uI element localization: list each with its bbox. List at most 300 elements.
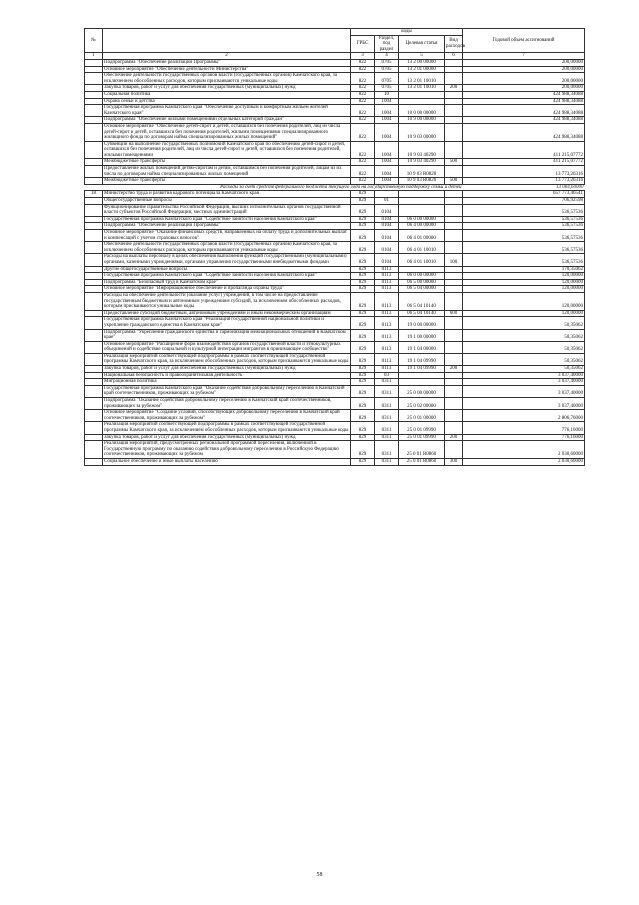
row-amount: 200,00000 xyxy=(463,66,585,73)
row-target-article xyxy=(399,198,445,205)
table-row xyxy=(85,166,585,178)
row-number xyxy=(85,310,103,317)
row-expense-type xyxy=(445,166,463,178)
row-name: Реализация мероприятий соответствующей подпрограммы в рамках соответствующей государственной программы Камчатского края, за исключением обособленных расходов, которым присваиваются уникальные коды xyxy=(104,422,349,433)
row-amount: 50,35062 xyxy=(463,353,585,365)
row-grbs: 829 xyxy=(351,434,375,441)
row-razdel: 0705 xyxy=(375,85,399,92)
note-amount: 13 084,60000 xyxy=(556,184,584,190)
row-expense-type xyxy=(445,191,463,198)
row-name: Основное мероприятие "Оказание финансовых средств, направленных на оплату труда и дополнительных выплат и компенсаций с учетом страховых взносов" xyxy=(103,230,351,242)
row-razdel: 0113 xyxy=(375,266,399,273)
row-expense-type xyxy=(445,286,463,293)
row-target-article: 25 0 01 09990 xyxy=(399,434,445,441)
row-name: Основное мероприятие "Информационное обеспечение и пропаганда охраны труда" xyxy=(103,286,351,293)
row-amount: 3 037,40000 xyxy=(463,372,585,379)
row-target-article: 19 1 04 00000 xyxy=(399,341,445,353)
row-expense-type xyxy=(445,398,463,410)
row-razdel: 0311 xyxy=(375,422,399,434)
row-amount: 50,35062 xyxy=(463,317,585,329)
note-row xyxy=(85,184,585,191)
row-number xyxy=(85,372,103,379)
table-row xyxy=(85,85,585,92)
row-target-article: 06 5 04 10140 xyxy=(399,310,445,317)
row-amount: 50,35062 xyxy=(463,366,585,373)
row-number xyxy=(85,254,103,266)
row-name: Предоставление жилых помещений детям-сиротам и детям, оставшимся без попечения родителей, лицам из их числа по договорам найма специализированных жилых помещений xyxy=(103,166,351,178)
row-name: Обеспечение деятельности государственных органов власти (государственных органов) Камчатского края, за исключением обособленных расходов, которым присваиваются уникальные коды xyxy=(103,73,351,85)
table-row xyxy=(85,123,585,141)
table-row xyxy=(85,279,585,286)
row-expense-type xyxy=(445,292,463,310)
row-number xyxy=(85,286,103,293)
table-row xyxy=(85,230,585,242)
row-expense-type xyxy=(445,242,463,254)
row-name: Основное мероприятие "Обеспечение деятельности Министерства" xyxy=(103,66,351,73)
table-row xyxy=(85,91,585,98)
row-amount: 657 773,46541 xyxy=(463,191,585,198)
row-grbs: 829 xyxy=(351,379,375,386)
row-number xyxy=(85,292,103,310)
table-row xyxy=(85,59,585,66)
row-amount: 776,16000 xyxy=(463,422,585,434)
table-row xyxy=(85,385,585,397)
row-target-article: 13 2 01 10010 xyxy=(399,73,445,85)
row-amount: 536,57536 xyxy=(463,204,585,216)
row-amount: 424 988,34088 xyxy=(463,105,585,117)
row-target-article: 06 0 00 00000 xyxy=(399,273,445,280)
row-grbs: 829 xyxy=(351,385,375,397)
row-amount: 411 215,07772 xyxy=(463,159,585,166)
row-name: Социальное обеспечение и иные выплаты населению xyxy=(103,458,351,465)
row-razdel: 0113 xyxy=(375,286,399,293)
page-number: 58 xyxy=(316,872,323,878)
table-row xyxy=(85,434,585,441)
row-number xyxy=(85,85,103,92)
row-grbs: 829 xyxy=(351,329,375,341)
row-name: Подпрограмма "Укрепление гражданского единства и гармонизация межнациональных отношений в Камчатском крае" xyxy=(103,329,351,341)
row-grbs: 829 xyxy=(351,398,375,410)
row-razdel: 0104 xyxy=(375,216,399,223)
row-target-article: 10 9 03 40290 xyxy=(399,141,445,159)
row-number xyxy=(85,441,103,459)
row-expense-type: 200 xyxy=(445,366,463,373)
row-expense-type xyxy=(445,353,463,365)
header-cs: Целевая статья xyxy=(399,35,445,53)
table-row xyxy=(85,266,585,273)
index-cell: 3 xyxy=(351,53,375,60)
row-target-article: 10 9 03 R0820 xyxy=(399,178,445,185)
row-amount: 120,00000 xyxy=(463,292,585,310)
row-target-article: 25 0 01 R0860 xyxy=(399,458,445,465)
row-grbs: 829 xyxy=(351,458,375,465)
row-expense-type xyxy=(445,372,463,379)
table-row xyxy=(85,178,585,185)
row-razdel: 0311 xyxy=(375,379,399,386)
row-name: Основное мероприятие "Обеспечение детей-сирот и детей, оставшихся без попечения родителей, лиц из числа детей-сирот и детей, оставшихся без попечения родителей, жилыми помещениями специализированного жилищного фонда по договорам найма специализированных жилых помещений" xyxy=(103,123,351,141)
table-row xyxy=(85,441,585,459)
row-target-article: 10 9 03 40290 xyxy=(399,159,445,166)
row-expense-type xyxy=(445,341,463,353)
row-grbs: 829 xyxy=(351,204,375,216)
row-expense-type xyxy=(445,73,463,85)
table-row xyxy=(85,105,585,117)
row-razdel: 0104 xyxy=(375,223,399,230)
row-number xyxy=(85,385,103,397)
header-razdel: Раздел, под раздел xyxy=(375,35,399,53)
table-row xyxy=(85,216,585,223)
row-number xyxy=(85,223,103,230)
table-row xyxy=(85,204,585,216)
row-target-article: 25 0 01 R0860 xyxy=(399,441,445,459)
table-row xyxy=(85,410,585,422)
index-cell: 5 xyxy=(399,53,445,60)
row-expense-type xyxy=(445,441,463,459)
row-target-article: 06 4 01 10010 xyxy=(399,242,445,254)
row-grbs: 822 xyxy=(351,178,375,185)
row-amount: 120,00000 xyxy=(463,279,585,286)
budget-table xyxy=(84,28,585,466)
row-razdel: 10 xyxy=(375,91,399,98)
row-expense-type xyxy=(445,273,463,280)
row-razdel: 0113 xyxy=(375,353,399,365)
row-grbs: 829 xyxy=(351,372,375,379)
row-target-article xyxy=(399,379,445,386)
row-amount: 2 806,76000 xyxy=(463,410,585,422)
row-target-article: 25 0 02 00000 xyxy=(399,398,445,410)
row-amount: 170,35062 xyxy=(463,266,585,273)
row-target-article: 10 9 03 00000 xyxy=(399,123,445,141)
row-name: Основное мероприятие "Расширение форм взаимодействия органов государственной власти и этнокультурных объединений и содействие социальной и культурной интеграции мигрантов в принимающее сообщество" xyxy=(103,341,351,353)
row-grbs: 829 xyxy=(351,441,375,459)
row-razdel: 0113 xyxy=(375,317,399,329)
row-expense-type xyxy=(445,59,463,66)
row-grbs: 822 xyxy=(351,91,375,98)
header-vr: Вид расходов xyxy=(445,35,463,53)
table-row xyxy=(85,191,585,198)
table-row xyxy=(85,73,585,85)
row-expense-type: 300 xyxy=(445,458,463,465)
row-grbs: 822 xyxy=(351,117,375,124)
row-number xyxy=(85,353,103,365)
row-razdel: 0113 xyxy=(375,341,399,353)
table-row xyxy=(85,66,585,73)
row-grbs: 829 xyxy=(351,273,375,280)
row-number xyxy=(85,59,103,66)
row-target-article xyxy=(399,204,445,216)
row-number xyxy=(85,73,103,85)
header-name xyxy=(103,29,351,53)
row-name: Охрана семьи и детства xyxy=(103,98,351,105)
row-razdel: 0113 xyxy=(375,273,399,280)
row-grbs: 822 xyxy=(351,59,375,66)
row-expense-type: 500 xyxy=(445,159,463,166)
row-grbs: 829 xyxy=(351,198,375,205)
row-number xyxy=(85,458,103,465)
row-expense-type xyxy=(445,204,463,216)
row-expense-type xyxy=(445,105,463,117)
table-row xyxy=(85,292,585,310)
row-amount: 424 988,34088 xyxy=(463,123,585,141)
row-grbs: 829 xyxy=(351,254,375,266)
row-target-article: 06 4 01 00000 xyxy=(399,230,445,242)
row-razdel: 1004 xyxy=(375,141,399,159)
row-grbs: 822 xyxy=(351,141,375,159)
row-name: Закупка товаров, работ и услуг для обеспечения государственных (муниципальных) нужд xyxy=(103,434,351,441)
table-row xyxy=(85,159,585,166)
row-name: Реализация мероприятий соответствующей подпрограммы в рамках соответствующей государственной программы Камчатского края, за исключением обособленных расходов, которым присваиваются уникальные коды xyxy=(104,353,349,365)
row-expense-type: 200 xyxy=(445,85,463,92)
row-razdel: 0311 xyxy=(375,385,399,397)
row-target-article: 25 0 01 09990 xyxy=(399,422,445,434)
row-name: Реализация мероприятий, предусмотренных региональной программой переселения, включенной в Государственную программу по оказанию содействия добровольному переселению в Российскую Федерацию соотечественников, проживающих за рубежом xyxy=(103,441,351,459)
row-amount: 706,92598 xyxy=(463,198,585,205)
row-grbs: 829 xyxy=(351,317,375,329)
row-amount: 13 773,26316 xyxy=(463,178,585,185)
row-razdel: 0113 xyxy=(375,279,399,286)
row-amount: 536,57536 xyxy=(463,223,585,230)
row-grbs: 829 xyxy=(351,242,375,254)
row-name: Основное мероприятие "Создание условий, способствующих добровольному переселению в Камчатский край соотечественников, проживающих за рубежом" xyxy=(103,410,351,422)
row-amount: 3 037,40000 xyxy=(463,385,585,397)
row-razdel xyxy=(375,191,399,198)
row-grbs: 822 xyxy=(351,98,375,105)
row-grbs: 829 xyxy=(351,310,375,317)
row-name: Подпрограмма "Оказание содействия добровольному переселению в Камчатский край соотечественников, проживающих за рубежом" xyxy=(103,398,351,410)
table-row xyxy=(85,353,585,365)
row-amount: 424 988,34088 xyxy=(463,98,585,105)
row-expense-type xyxy=(445,329,463,341)
row-razdel: 0104 xyxy=(375,204,399,216)
row-amount: 200,00000 xyxy=(463,85,585,92)
row-razdel: 0311 xyxy=(375,458,399,465)
index-cell: 2 xyxy=(103,53,351,60)
row-name: Государственная программа Камчатского края "Оказание содействия добровольному переселению в Камчатский край соотечественников, проживающих за рубежом" xyxy=(103,385,351,397)
row-grbs: 829 xyxy=(351,422,375,434)
row-number xyxy=(85,166,103,178)
row-amount: 2 030,60000 xyxy=(463,458,585,465)
table-row xyxy=(85,317,585,329)
row-expense-type xyxy=(445,198,463,205)
row-number xyxy=(85,141,103,159)
row-number xyxy=(85,216,103,223)
row-expense-type xyxy=(445,410,463,422)
row-number xyxy=(85,204,103,216)
row-name: Предоставление субсидий бюджетным, автономным учреждениям и иным некоммерческим организациям xyxy=(103,310,351,317)
row-razdel: 1004 xyxy=(375,117,399,124)
row-razdel: 0311 xyxy=(375,434,399,441)
row-amount: 200,00000 xyxy=(463,59,585,66)
row-target-article: 13 2 01 10010 xyxy=(399,85,445,92)
row-number xyxy=(85,379,103,386)
row-expense-type xyxy=(445,141,463,159)
index-cell: 7 xyxy=(463,53,585,60)
row-razdel: 0113 xyxy=(375,310,399,317)
row-grbs: 822 xyxy=(351,66,375,73)
row-name: Социальная политика xyxy=(103,91,351,98)
row-target-article: 06 5 04 10140 xyxy=(399,292,445,310)
row-name: Государственная программа Камчатского края "Содействие занятости населения Камчатского края" xyxy=(103,216,351,223)
row-name: Другие общегосударственные вопросы xyxy=(103,266,351,273)
row-expense-type xyxy=(445,317,463,329)
row-grbs: 822 xyxy=(351,123,375,141)
row-number xyxy=(85,198,103,205)
table-body xyxy=(85,59,585,465)
row-number xyxy=(85,117,103,124)
row-number xyxy=(85,279,103,286)
table-row xyxy=(85,341,585,353)
row-expense-type xyxy=(445,123,463,141)
row-grbs: 822 xyxy=(351,166,375,178)
row-amount: 411 215,07772 xyxy=(463,141,585,159)
table-row xyxy=(85,223,585,230)
row-target-article: 10 9 03 R0820 xyxy=(399,166,445,178)
row-grbs: 829 xyxy=(351,286,375,293)
row-number xyxy=(85,242,103,254)
row-target-article: 06 5 00 00000 xyxy=(399,279,445,286)
row-grbs: 822 xyxy=(351,73,375,85)
row-expense-type xyxy=(445,266,463,273)
row-grbs: 829 xyxy=(351,230,375,242)
row-grbs: 829 xyxy=(351,216,375,223)
row-expense-type xyxy=(445,385,463,397)
row-name: Общегосударственные вопросы xyxy=(103,198,351,205)
row-name: Государственная программа Камчатского края "Реализация государственной национальной политики и укрепление гражданского единства в Камчатском крае" xyxy=(103,317,351,329)
row-name: Субвенции на выполнение государственных полномочий Камчатского края по обеспечению детей-сирот и детей, оставшихся без попечения родителей, лиц из числа детей-сирот и детей, оставшихся без попечения родителей, жилыми помещениями xyxy=(103,141,351,159)
row-number xyxy=(85,98,103,105)
row-number xyxy=(85,434,103,441)
row-grbs: 822 xyxy=(351,85,375,92)
row-number xyxy=(85,266,103,273)
row-expense-type: 100 xyxy=(445,254,463,266)
row-expense-type xyxy=(445,98,463,105)
header-num: № xyxy=(85,29,103,53)
row-expense-type xyxy=(445,230,463,242)
row-number xyxy=(85,178,103,185)
row-target-article: 13 2 00 00000 xyxy=(399,59,445,66)
table-row xyxy=(85,372,585,379)
row-razdel: 1004 xyxy=(375,178,399,185)
row-expense-type xyxy=(445,91,463,98)
row-name: Национальная безопасность и правоохранительная деятельность xyxy=(103,372,351,379)
note-spacer xyxy=(85,184,103,191)
row-razdel: 0705 xyxy=(375,59,399,66)
row-name: Расходы на обеспечение деятельности (оказание услуг) учреждений, в том числе на предоставление государственным бюджетным и автономным учреждениям субсидий, за исключением обособленных расходов, которым присваиваются уникальные коды xyxy=(103,292,351,310)
table-row xyxy=(85,242,585,254)
row-amount: 120,00000 xyxy=(463,273,585,280)
row-number xyxy=(85,159,103,166)
table-row xyxy=(85,458,585,465)
row-expense-type xyxy=(445,66,463,73)
row-razdel: 0311 xyxy=(375,441,399,459)
row-razdel: 1004 xyxy=(375,105,399,117)
row-target-article: 13 2 01 00000 xyxy=(399,66,445,73)
table-row xyxy=(85,398,585,410)
row-target-article xyxy=(399,98,445,105)
header-grbs: ГРБС xyxy=(351,35,375,53)
row-number xyxy=(85,317,103,329)
table-row xyxy=(85,98,585,105)
row-name: Подпрограмма "Обеспечение реализации Программы" xyxy=(103,59,351,66)
row-number xyxy=(85,329,103,341)
row-number xyxy=(85,66,103,73)
row-number xyxy=(85,410,103,422)
row-target-article: 19 1 04 09990 xyxy=(399,366,445,373)
row-razdel: 0113 xyxy=(375,292,399,310)
row-amount: 424 988,34088 xyxy=(463,117,585,124)
row-expense-type xyxy=(445,216,463,223)
row-razdel: 0113 xyxy=(375,366,399,373)
row-expense-type: 200 xyxy=(445,434,463,441)
row-grbs: 822 xyxy=(351,105,375,117)
row-target-article xyxy=(399,266,445,273)
row-expense-type xyxy=(445,379,463,386)
row-amount: 200,00000 xyxy=(463,73,585,85)
row-number xyxy=(85,230,103,242)
index-cell: 6 xyxy=(445,53,463,60)
row-grbs: 829 xyxy=(351,223,375,230)
row-name: Закупка товаров, работ и услуг для обеспечения государственных (муниципальных) нужд xyxy=(103,366,351,373)
row-name: Межбюджетные трансферты xyxy=(103,159,351,166)
row-target-article: 06 0 00 00000 xyxy=(399,216,445,223)
row-target-article xyxy=(399,372,445,379)
row-amount: 536,57536 xyxy=(463,230,585,242)
table-row xyxy=(85,379,585,386)
row-name: Обеспечение деятельности государственных органов власти (государственных органов) Камчатского края, за исключением обособленных расходов, которым присваиваются уникальные коды xyxy=(103,242,351,254)
row-amount: 776,16000 xyxy=(463,434,585,441)
row-razdel: 1004 xyxy=(375,98,399,105)
row-razdel: 0104 xyxy=(375,242,399,254)
row-name: Миграционная политика xyxy=(103,379,351,386)
header-codes: коды xyxy=(351,29,463,36)
row-number xyxy=(85,91,103,98)
table-row xyxy=(85,273,585,280)
row-razdel: 0705 xyxy=(375,73,399,85)
row-number xyxy=(85,341,103,353)
row-amount: 13 773,26316 xyxy=(463,166,585,178)
row-grbs: 829 xyxy=(351,279,375,286)
index-cell: 1 xyxy=(85,53,103,60)
row-number xyxy=(85,422,103,434)
row-target-article: 25 0 01 00000 xyxy=(399,410,445,422)
row-grbs: 829 xyxy=(351,366,375,373)
row-amount: 120,00000 xyxy=(463,310,585,317)
row-number xyxy=(85,123,103,141)
row-razdel: 1004 xyxy=(375,123,399,141)
row-amount: 424 988,34088 xyxy=(463,91,585,98)
row-razdel: 1004 xyxy=(375,166,399,178)
row-amount: 536,57536 xyxy=(463,254,585,266)
row-grbs: 829 xyxy=(351,410,375,422)
row-expense-type xyxy=(445,223,463,230)
row-amount: 50,35062 xyxy=(463,329,585,341)
row-name: Министерство труда и развития кадрового потенциала Камчатского края xyxy=(103,191,351,198)
row-razdel: 0311 xyxy=(375,398,399,410)
table-row xyxy=(85,286,585,293)
row-expense-type xyxy=(445,279,463,286)
row-amount: 3 037,40000 xyxy=(463,379,585,386)
table-row xyxy=(85,366,585,373)
table-row xyxy=(85,422,585,434)
header-total: Годовой объем ассигнований xyxy=(463,29,585,53)
table-row xyxy=(85,117,585,124)
row-number xyxy=(85,366,103,373)
row-number: 18 xyxy=(85,191,103,198)
row-grbs: 829 xyxy=(351,292,375,310)
row-target-article: 25 0 00 00000 xyxy=(399,385,445,397)
row-razdel: 01 xyxy=(375,198,399,205)
row-name: Функционирование Правительства Российской Федерации, высших исполнительных органов государственной власти субъектов Российской Федерации, местных администраций xyxy=(103,204,351,216)
